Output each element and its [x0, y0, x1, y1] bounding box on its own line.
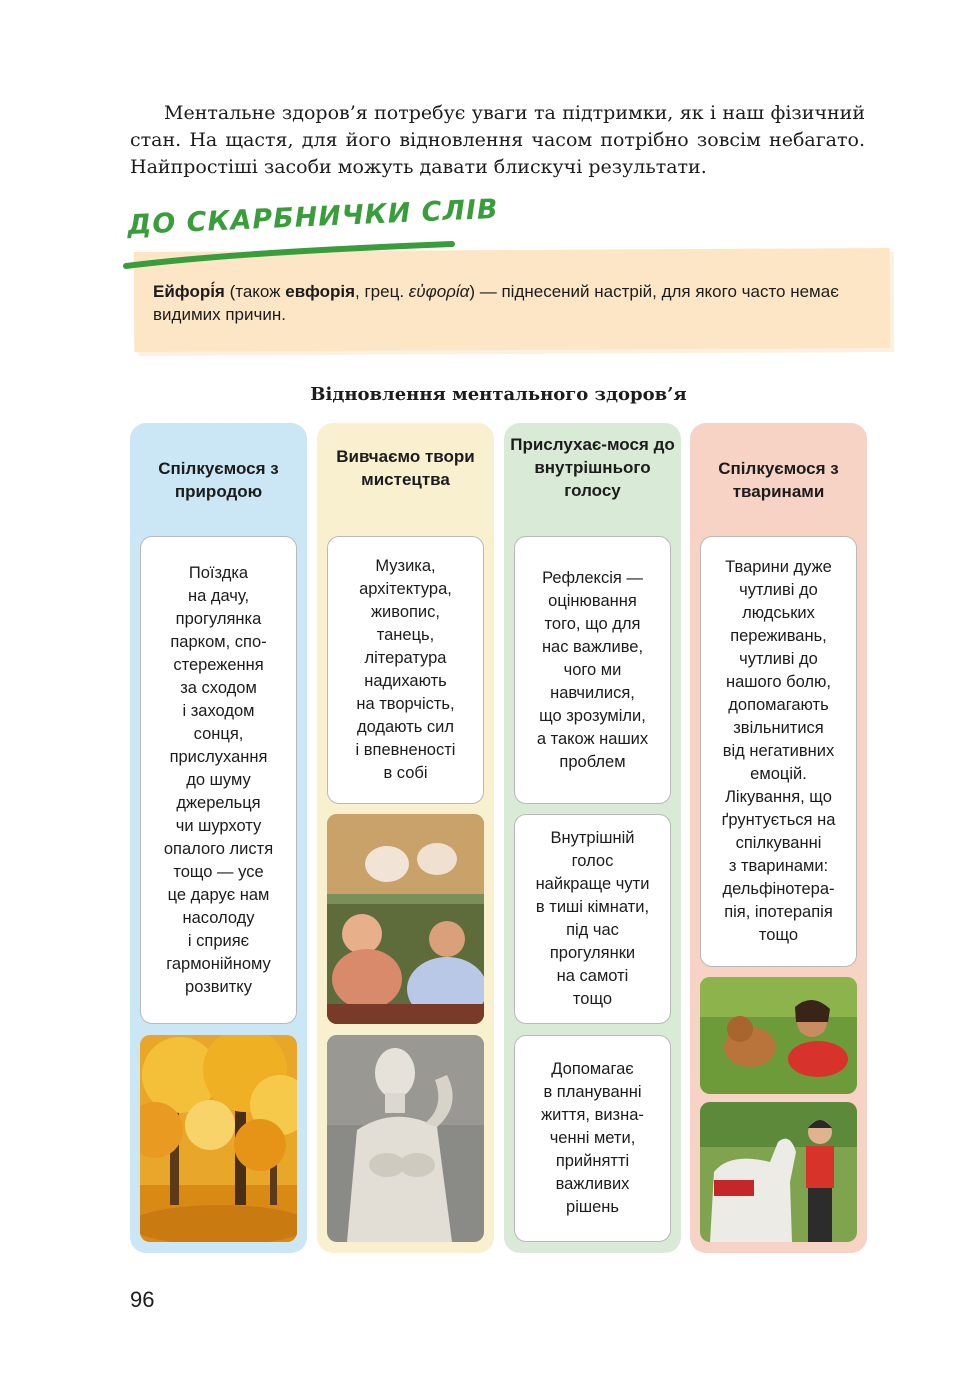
- girl-with-puppy-photo: [700, 977, 857, 1094]
- column-inner-voice: [504, 423, 681, 1253]
- diagram-title: Відновлення ментального здоров’я: [310, 384, 687, 405]
- definition-part: (також: [224, 282, 286, 301]
- nature-card: Поїздка на дачу, прогулянка парком, спо- стереження за сходом і заходом сонця, прислухання до шуму джерельця чи шурхоту опалого листя тощо — усе це дарує нам насолоду і сприяє гармонійному розвитку: [140, 536, 297, 1024]
- definition-part: ) — піднесений настрій, для якого часто немає видимих причин.: [153, 282, 839, 324]
- term-alt: евфорія: [285, 282, 356, 301]
- column-animals: [690, 423, 867, 1253]
- heading-underline: [122, 236, 462, 276]
- column-art: [317, 423, 494, 1253]
- greek-term: εὐφορία: [408, 282, 470, 301]
- autumn-park-photo: [140, 1035, 297, 1242]
- reflection-card: Рефлексія — оцінювання того, що для нас важливе, чого ми навчилися, що зрозуміли, а також наших проблем: [514, 536, 671, 804]
- ballet-painting-photo: [327, 814, 484, 1024]
- planning-card: Допомагає в плануванні життя, визна- ченні мети, прийнятті важливих рішень: [514, 1035, 671, 1242]
- girl-with-horse-photo: [700, 1102, 857, 1242]
- column-nature: [130, 423, 307, 1253]
- inner-voice-card: Внутрішній голос найкраще чути в тиші кімнати, під час прогулянки на самоті тощо: [514, 814, 671, 1024]
- art-card: Музика, архітектура, живопис, танець, література надихають на творчість, додають сил і впевненості в собі: [327, 536, 484, 804]
- column-title: Прислухає-мося до внутрішнього голосу: [510, 435, 675, 500]
- david-statue-photo: [327, 1035, 484, 1242]
- term: Ейфорі́я: [153, 282, 225, 301]
- column-title: Спілкуємося з тваринами: [718, 459, 839, 501]
- column-title: Спілкуємося з природою: [158, 459, 279, 501]
- vocabulary-heading: ДО СКАРБНИЧКИ СЛІВ: [126, 193, 500, 241]
- vocabulary-definition: [153, 280, 868, 326]
- column-title: Вивчаємо твори мистецтва: [336, 447, 475, 489]
- intro-paragraph: Ментальне здоров’я потребує уваги та підтримки, як і наш фізичний стан. На щастя, для його відновлення часом потрібно зовсім небагато. Найпростіші засоби можуть давати блискучі результати.: [130, 102, 865, 178]
- page-number: 96: [130, 1287, 155, 1312]
- animals-card: Тварини дуже чутливі до людських переживань, чутливі до нашого болю, допомагають звільнитися від негативних емоцій. Лікування, що ґрунтується на спілкуванні з тваринами: дельфінотера- пія, іпотерапія тощо: [700, 536, 857, 967]
- definition-part: , грец.: [355, 282, 409, 301]
